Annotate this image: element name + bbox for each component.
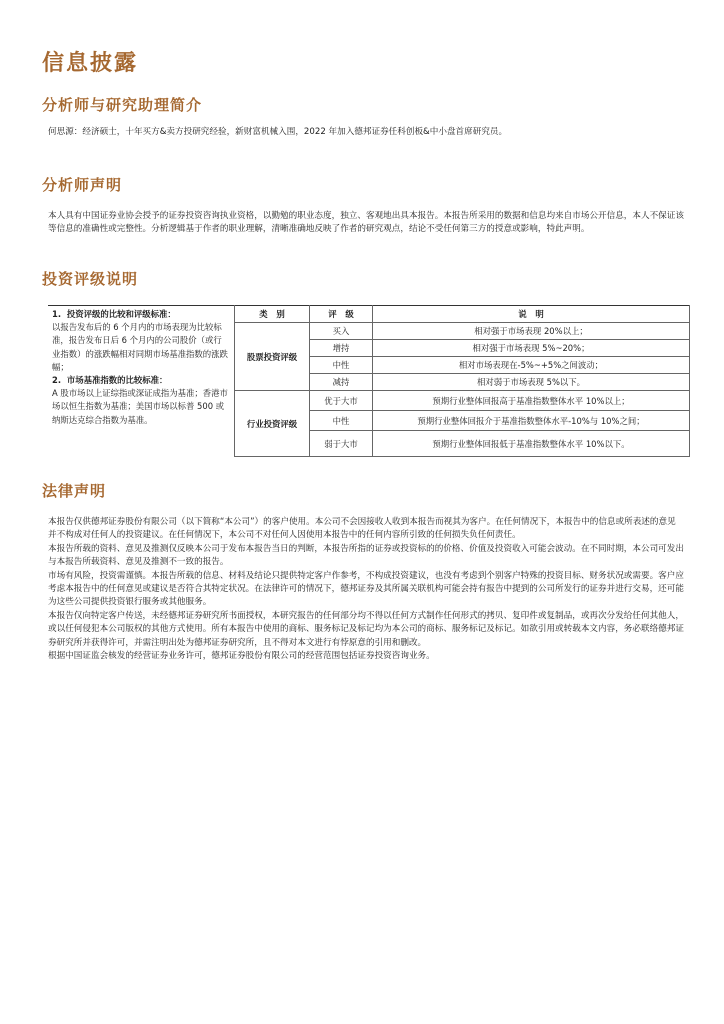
industry-grade-desc: 预期行业整体回报介于基准指数整体水平-10%与 10%之间； — [373, 411, 690, 431]
legal-paragraph: 根据中国证监会核发的经营证券业务许可，德邦证券股份有限公司的经营范围包括证券投资咨询业务。 — [48, 651, 435, 662]
header-description: 说 明 — [373, 306, 690, 323]
header-grade: 评 级 — [310, 306, 373, 323]
industry-grade-desc: 预期行业整体回报低于基准指数整体水平 10%以下。 — [373, 431, 690, 457]
stock-rating-category: 股票投资评级 — [235, 323, 310, 391]
rating-table — [48, 305, 690, 457]
industry-grade: 优于大市 — [310, 391, 373, 411]
analyst-heading: 分析师与研究助理简介 — [42, 96, 203, 114]
rating-heading: 投资评级说明 — [42, 270, 139, 288]
legal-statement — [48, 516, 684, 663]
stock-grade: 增持 — [310, 340, 373, 357]
industry-grade: 中性 — [310, 411, 373, 431]
stock-grade-desc: 相对市场表现在-5%~+5%之间波动； — [373, 357, 690, 374]
analyst-statement-text: 本人具有中国证券业协会授予的证券投资咨询执业资格，以勤勉的职业态度，独立、客观地出具本报告。本报告所采用的数据和信息均来自市场公开信息，本人不保证该等信息的准确性或完整性。分析逻辑基于作者的职业理解，清晰准确地反映了作者的研究观点，结论不受任何第三方的授意或影响，特此声明。 — [48, 211, 684, 235]
criteria-2-title: 2. 市场基准指数的比较标准： — [52, 375, 168, 386]
header-category: 类 别 — [235, 306, 310, 323]
industry-grade-desc: 预期行业整体回报高于基准指数整体水平 10%以上； — [373, 391, 690, 411]
stock-grade-desc: 相对弱于市场表现 5%以下。 — [373, 374, 690, 391]
stock-grade: 中性 — [310, 357, 373, 374]
criteria-1-title: 1. 投资评级的比较和评级标准： — [52, 309, 176, 319]
industry-rating-category: 行业投资评级 — [235, 391, 310, 457]
statement-heading: 分析师声明 — [42, 176, 123, 194]
analyst-intro — [48, 126, 684, 139]
rating-criteria — [48, 306, 235, 457]
analyst-intro-text: 何思源：经济硕士，十年买方&卖方投研究经验，新财富机械入围，2022 年加入德邦证券任科创板&中小盘首席研究员。 — [48, 127, 508, 137]
legal-heading: 法律声明 — [42, 482, 107, 500]
page-title: 信息披露 — [42, 50, 139, 76]
stock-grade: 减持 — [310, 374, 373, 391]
legal-paragraph: 本报告仅向特定客户传送，未经德邦证券研究所书面授权，本研究报告的任何部分均不得以任何方式制作任何形式的拷贝、复印件或复制品，或再次分发给任何其他人，或以任何侵犯本公司版权的其他方式使用。所有本报告中使用的商标、服务标记及标记均为本公司的商标、服务标记及标记。如欲引用或转载本文内容，务必联络德邦证券研究所并获得许可，并需注明出处为德邦证券研究所，且不得对本文进行有悖原意的引用和删改。 — [48, 610, 684, 648]
stock-grade: 买入 — [310, 323, 373, 340]
criteria-1-text: 以报告发布后的 6 个月内的市场表现为比较标准，报告发布日后 6 个月内的公司股价（或行业指数）的涨跌幅相对同期市场基准指数的涨跌幅； — [52, 322, 228, 372]
stock-grade-desc: 相对强于市场表现 20%以上； — [373, 323, 690, 340]
stock-grade-desc: 相对强于市场表现 5%~20%； — [373, 340, 690, 357]
analyst-statement — [48, 210, 684, 237]
legal-paragraph: 本报告仅供德邦证券股份有限公司（以下简称“本公司”）的客户使用。本公司不会因接收人收到本报告而视其为客户。在任何情况下，本报告中的信息或所表述的意见并不构成对任何人的投资建议。在任何情况下，本公司不对任何人因使用本报告中的任何内容所引致的任何损失负任何责任。 — [48, 517, 676, 541]
industry-grade: 弱于大市 — [310, 431, 373, 457]
legal-paragraph: 市场有风险，投资需谨慎。本报告所载的信息、材料及结论只提供特定客户作参考，不构成投资建议，也没有考虑到个别客户特殊的投资目标、财务状况或需要。客户应考虑本报告中的任何意见或建议是否符合其特定状况。在法律许可的情况下，德邦证券及其所属关联机构可能会持有报告中提到的公司所发行的证券并进行交易，还可能为这些公司提供投资银行服务或其他服务。 — [48, 570, 684, 608]
legal-paragraph: 本报告所载的资料、意见及推测仅反映本公司于发布本报告当日的判断，本报告所指的证券或投资标的的价格、价值及投资收入可能会波动。在不同时期，本公司可发出与本报告所载资料、意见及推测不一致的报告。 — [48, 543, 684, 568]
criteria-2-text: A 股市场以上证综指或深证成指为基准；香港市场以恒生指数为基准；美国市场以标普 500 或纳斯达克综合指数为基准。 — [52, 388, 228, 425]
